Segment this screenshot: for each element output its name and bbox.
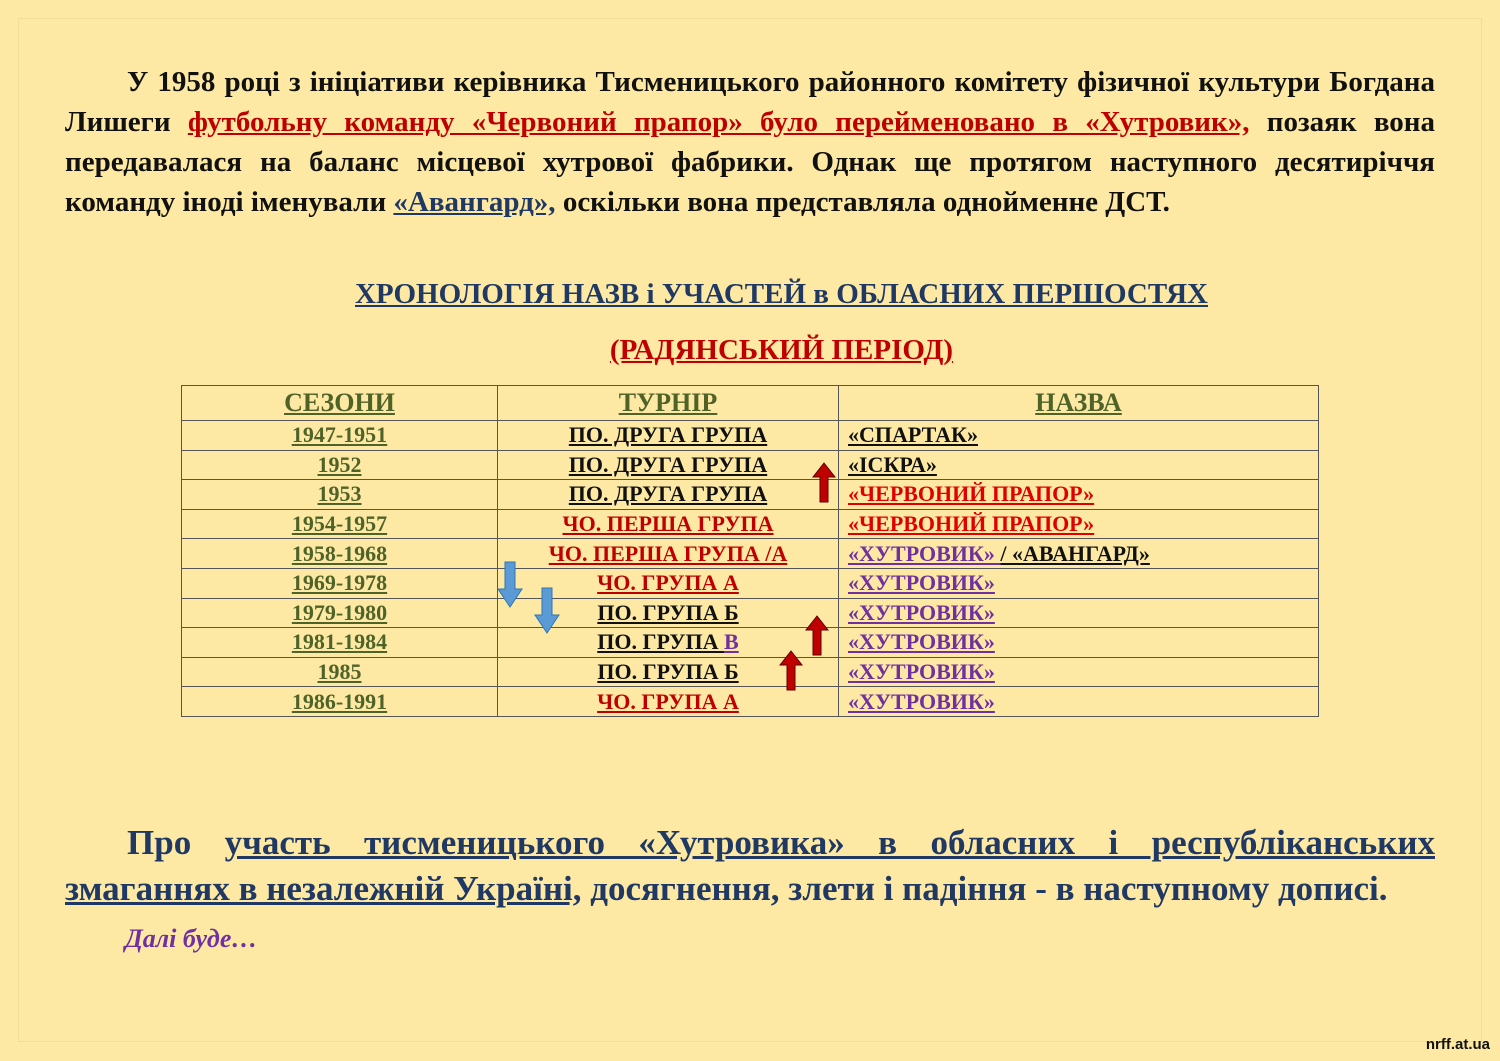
season-cell [182, 450, 498, 480]
team-name-text: «ХУТРОВИК» [848, 659, 995, 685]
season-cell [182, 421, 498, 451]
name-cell [839, 480, 1319, 510]
tournament-text: ЧО. ГРУПА А [597, 570, 739, 596]
arrow-up-icon [805, 615, 829, 657]
tournament-text: ЧО. ПЕРША ГРУПА [562, 511, 774, 537]
team-name-text: «ХУТРОВИК» [848, 540, 1001, 566]
tournament-text: ПО. ДРУГА ГРУПА [568, 422, 768, 448]
season-cell [182, 687, 498, 717]
chronology-subtitle: (РАДЯНСЬКИЙ ПЕРІОД) [609, 334, 954, 366]
season-cell [182, 480, 498, 510]
intro-paragraph [65, 62, 1435, 222]
season-text: 1953 [317, 481, 362, 507]
team-name-text: «ХУТРОВИК» [848, 570, 995, 596]
season-text: 1979-1980 [291, 599, 388, 625]
chronology-title: ХРОНОЛОГІЯ НАЗВ і УЧАСТЕЙ в ОБЛАСНИХ ПЕРШОСТЯХ [354, 278, 1208, 310]
arrow-down-icon [534, 587, 560, 635]
tournament-text: ЧО. ПЕРША ГРУПА /А [548, 540, 788, 566]
name-cell [839, 450, 1319, 480]
table-row [182, 628, 1319, 658]
season-text: 1952 [317, 451, 362, 477]
season-cell [182, 628, 498, 658]
season-text: 1985 [317, 659, 362, 685]
team-name-text: «ХУТРОВИК» [848, 688, 995, 714]
table-row [182, 450, 1319, 480]
season-cell [182, 509, 498, 539]
table-row [182, 539, 1319, 569]
table-row [182, 568, 1319, 598]
name-cell [839, 539, 1319, 569]
season-text: 1969-1978 [291, 570, 388, 596]
tournament-cell [498, 480, 839, 510]
team-name-text: «ЧЕРВОНИЙ ПРАПОР» [848, 481, 1095, 507]
table-row [182, 687, 1319, 717]
intro-renamed-highlight: футбольну команду «Червоний прапор» було перейменовано в «Хутровик», [187, 106, 1250, 138]
team-name-text: «ХУТРОВИК» [848, 599, 995, 625]
tournament-group-letter: В [724, 629, 739, 655]
name-cell [839, 687, 1319, 717]
name-cell [839, 509, 1319, 539]
tournament-cell [498, 450, 839, 480]
tournament-text: ПО. ГРУПА Б [597, 599, 739, 625]
intro-text-1: У 1958 році з ініціативи керівника Тисменицького районного комітету фізичної культури Богдана Лишеги [65, 66, 1435, 138]
season-cell [182, 568, 498, 598]
tournament-text: ПО. ДРУГА ГРУПА [568, 451, 768, 477]
name-cell [839, 628, 1319, 658]
tournament-text: ПО. ГРУПА [597, 629, 725, 655]
tournament-text: ЧО. ГРУПА А [597, 688, 739, 714]
to-be-continued: Далі буде… [125, 924, 258, 953]
chronology-table [181, 385, 1319, 717]
table-row [182, 421, 1319, 451]
season-text: 1954-1957 [291, 511, 388, 537]
table-row [182, 657, 1319, 687]
table-row [182, 509, 1319, 539]
intro-text-2: позаяк вона передавалася на баланс місцевої хутрової фабрики. Однак ще протягом наступного десятиріччя команду іноді іменували [65, 106, 1435, 218]
tournament-cell [498, 539, 839, 569]
table-header-row [182, 386, 1319, 421]
header-seasons: СЕЗОНИ [182, 386, 498, 421]
tournament-text: ПО. ДРУГА ГРУПА [568, 481, 768, 507]
season-text: 1986-1991 [291, 688, 388, 714]
name-cell [839, 657, 1319, 687]
team-name-text: «ХУТРОВИК» [848, 629, 995, 655]
season-text: 1981-1984 [291, 629, 388, 655]
site-watermark: nrff.at.ua [1425, 1036, 1490, 1053]
tournament-text: ПО. ГРУПА Б [597, 659, 739, 685]
name-cell [839, 568, 1319, 598]
season-text: 1947-1951 [291, 422, 388, 448]
season-cell [182, 539, 498, 569]
outro-text-2: досягнення, злети і падіння - в наступному дописі. [581, 869, 1388, 908]
team-name-text: «ЧЕРВОНИЙ ПРАПОР» [848, 511, 1095, 537]
name-cell [839, 421, 1319, 451]
header-tournament: ТУРНІР [498, 386, 839, 421]
table-row [182, 598, 1319, 628]
tournament-cell [498, 421, 839, 451]
team-alt-name-text: / «АВАНГАРД» [1000, 540, 1150, 566]
outro-link-text: участь тисменицького «Хутровика» в обласних і республіканських змаганнях в незалежній Україні, [65, 823, 1435, 908]
tournament-cell [498, 509, 839, 539]
arrow-down-icon [497, 561, 523, 609]
season-cell [182, 657, 498, 687]
arrow-up-icon [812, 462, 836, 504]
intro-avangard-highlight: «Авангард», [393, 186, 556, 218]
team-name-text: «СПАРТАК» [848, 422, 979, 448]
season-cell [182, 598, 498, 628]
intro-text-3: оскільки вона представляла однойменне ДСТ. [555, 186, 1170, 218]
outro-paragraph [65, 820, 1435, 912]
season-text: 1958-1968 [291, 540, 388, 566]
name-cell [839, 598, 1319, 628]
table-row [182, 480, 1319, 510]
outro-text-1: Про [127, 823, 225, 862]
header-name: НАЗВА [839, 386, 1319, 421]
team-name-text: «ІСКРА» [848, 451, 937, 477]
arrow-up-icon [779, 650, 803, 692]
